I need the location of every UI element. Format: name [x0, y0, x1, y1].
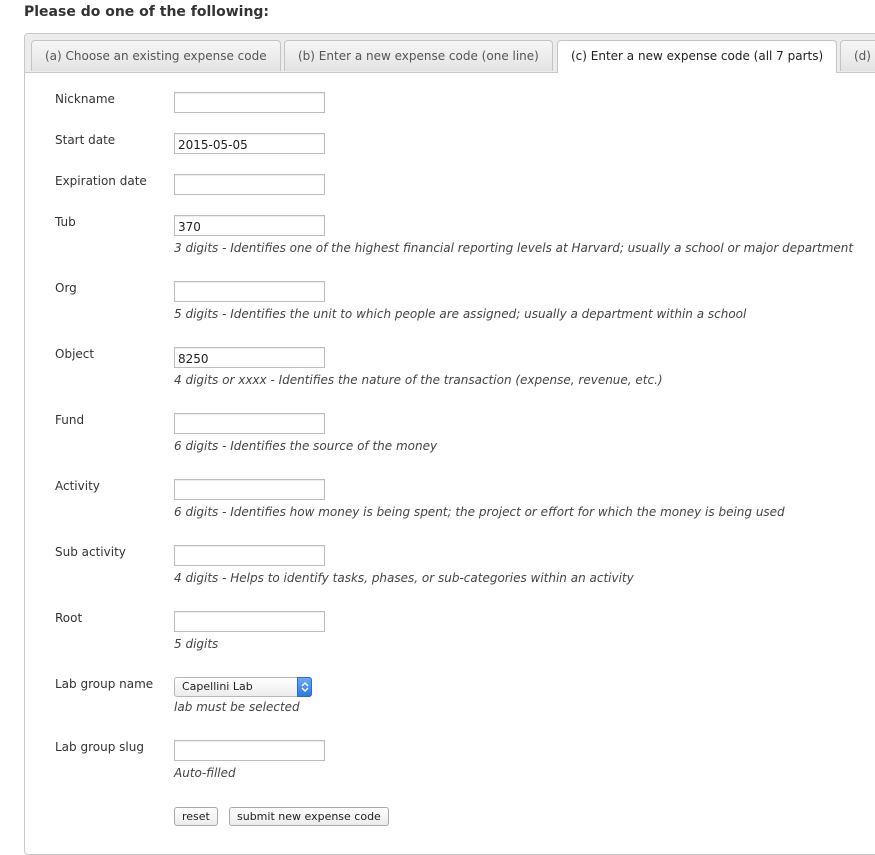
fund-help: 6 digits - Identifies the source of the money — [174, 439, 438, 453]
org-help: 5 digits - Identifies the unit to which people are assigned; usually a department within a school — [174, 307, 747, 321]
activity-help: 6 digits - Identifies how money is being spent; the project or effort for which the money is being used — [174, 505, 785, 519]
start-date-input[interactable] — [174, 133, 325, 154]
tab-d[interactable]: (d) — [840, 40, 875, 71]
tub-help: 3 digits - Identifies one of the highest financial reporting levels at Harvard; usually a school or major department — [174, 241, 854, 255]
sub-activity-label: Sub activity — [55, 545, 126, 559]
activity-label: Activity — [55, 479, 100, 493]
fund-label: Fund — [55, 413, 85, 427]
org-input[interactable] — [174, 281, 325, 302]
sub-activity-help: 4 digits - Helps to identify tasks, phases, or sub-categories within an activity — [174, 571, 634, 585]
expiration-date-label: Expiration date — [55, 174, 147, 188]
lab-group-slug-help: Auto-filled — [174, 766, 236, 780]
select-arrows-icon — [297, 677, 312, 697]
submit-button[interactable]: submit new expense code — [229, 807, 389, 826]
root-input[interactable] — [174, 611, 325, 632]
lab-group-name-label: Lab group name — [55, 677, 154, 691]
org-label: Org — [55, 281, 77, 295]
lab-group-slug-label: Lab group slug — [55, 740, 144, 754]
object-input[interactable] — [174, 347, 325, 368]
tub-input[interactable] — [174, 215, 325, 236]
fund-input[interactable] — [174, 413, 325, 434]
tab-enter-all-parts[interactable]: (c) Enter a new expense code (all 7 parts) — [557, 40, 837, 73]
sub-activity-input[interactable] — [174, 545, 325, 566]
lab-group-slug-input[interactable] — [174, 740, 325, 761]
lab-group-name-help: lab must be selected — [174, 700, 300, 714]
lab-group-name-select[interactable] — [174, 677, 312, 697]
page-heading: Please do one of the following: — [24, 4, 270, 20]
tab-choose-existing[interactable]: (a) Choose an existing expense code — [31, 40, 281, 71]
tub-label: Tub — [55, 215, 76, 229]
nickname-input[interactable] — [174, 92, 325, 113]
nickname-label: Nickname — [55, 92, 115, 106]
root-help: 5 digits — [174, 637, 219, 651]
start-date-label: Start date — [55, 133, 116, 147]
expense-code-panel — [24, 33, 875, 855]
object-help: 4 digits or xxxx - Identifies the nature of the transaction (expense, revenue, etc.) — [174, 373, 663, 387]
root-label: Root — [55, 611, 83, 625]
activity-input[interactable] — [174, 479, 325, 500]
reset-button[interactable]: reset — [174, 807, 218, 826]
tab-enter-one-line[interactable]: (b) Enter a new expense code (one line) — [284, 40, 553, 71]
tab-bar — [25, 34, 875, 73]
expiration-date-input[interactable] — [174, 174, 325, 195]
lab-group-name-selected: Capellini Lab — [182, 680, 253, 693]
object-label: Object — [55, 347, 95, 361]
